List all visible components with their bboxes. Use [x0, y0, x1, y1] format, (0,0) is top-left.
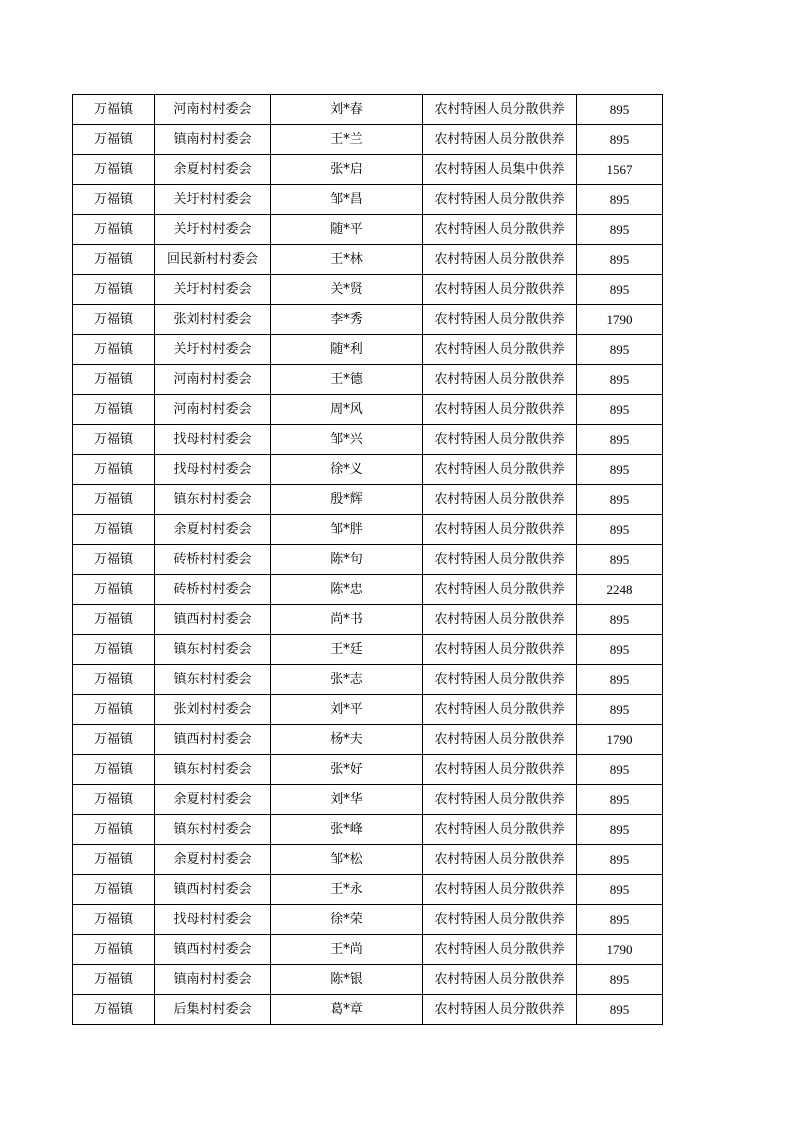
type-cell: 农村特困人员分散供养 — [423, 575, 577, 605]
table-row — [73, 275, 663, 305]
amount-cell: 895 — [577, 695, 663, 725]
village-cell: 关圩村村委会 — [155, 275, 271, 305]
table-row — [73, 485, 663, 515]
name-cell: 关*贤 — [271, 275, 423, 305]
amount-cell: 1790 — [577, 935, 663, 965]
table-row — [73, 305, 663, 335]
name-cell: 殷*辉 — [271, 485, 423, 515]
table-row — [73, 725, 663, 755]
town-cell: 万福镇 — [73, 455, 155, 485]
amount-cell: 895 — [577, 905, 663, 935]
amount-cell: 895 — [577, 365, 663, 395]
town-cell: 万福镇 — [73, 515, 155, 545]
town-cell: 万福镇 — [73, 155, 155, 185]
town-cell: 万福镇 — [73, 755, 155, 785]
village-cell: 张刘村村委会 — [155, 695, 271, 725]
table-body — [73, 95, 663, 1025]
table-row — [73, 245, 663, 275]
table-row — [73, 845, 663, 875]
amount-cell: 895 — [577, 185, 663, 215]
type-cell: 农村特困人员分散供养 — [423, 215, 577, 245]
amount-cell: 895 — [577, 245, 663, 275]
name-cell: 王*兰 — [271, 125, 423, 155]
table-row — [73, 425, 663, 455]
town-cell: 万福镇 — [73, 95, 155, 125]
type-cell: 农村特困人员分散供养 — [423, 425, 577, 455]
name-cell: 徐*荣 — [271, 905, 423, 935]
town-cell: 万福镇 — [73, 125, 155, 155]
village-cell: 镇东村村委会 — [155, 485, 271, 515]
village-cell: 河南村村委会 — [155, 395, 271, 425]
type-cell: 农村特困人员分散供养 — [423, 95, 577, 125]
village-cell: 砖桥村村委会 — [155, 575, 271, 605]
type-cell: 农村特困人员分散供养 — [423, 485, 577, 515]
table-row — [73, 545, 663, 575]
amount-cell: 895 — [577, 125, 663, 155]
village-cell: 镇南村村委会 — [155, 125, 271, 155]
village-cell: 关圩村村委会 — [155, 215, 271, 245]
name-cell: 徐*义 — [271, 455, 423, 485]
amount-cell: 895 — [577, 845, 663, 875]
town-cell: 万福镇 — [73, 935, 155, 965]
name-cell: 陈*银 — [271, 965, 423, 995]
town-cell: 万福镇 — [73, 605, 155, 635]
table-row — [73, 875, 663, 905]
amount-cell: 895 — [577, 455, 663, 485]
name-cell: 邹*胖 — [271, 515, 423, 545]
amount-cell: 895 — [577, 545, 663, 575]
name-cell: 张*志 — [271, 665, 423, 695]
name-cell: 刘*华 — [271, 785, 423, 815]
type-cell: 农村特困人员分散供养 — [423, 695, 577, 725]
table-row — [73, 365, 663, 395]
name-cell: 陈*忠 — [271, 575, 423, 605]
name-cell: 陈*句 — [271, 545, 423, 575]
town-cell: 万福镇 — [73, 725, 155, 755]
amount-cell: 895 — [577, 215, 663, 245]
table-row — [73, 215, 663, 245]
type-cell: 农村特困人员分散供养 — [423, 245, 577, 275]
name-cell: 邹*昌 — [271, 185, 423, 215]
type-cell: 农村特困人员分散供养 — [423, 305, 577, 335]
type-cell: 农村特困人员分散供养 — [423, 785, 577, 815]
table-row — [73, 665, 663, 695]
town-cell: 万福镇 — [73, 695, 155, 725]
amount-cell: 1790 — [577, 305, 663, 335]
table-row — [73, 695, 663, 725]
name-cell: 王*永 — [271, 875, 423, 905]
table-row — [73, 965, 663, 995]
village-cell: 镇西村村委会 — [155, 725, 271, 755]
amount-cell: 895 — [577, 275, 663, 305]
table-row — [73, 785, 663, 815]
name-cell: 刘*平 — [271, 695, 423, 725]
type-cell: 农村特困人员分散供养 — [423, 935, 577, 965]
table-row — [73, 755, 663, 785]
type-cell: 农村特困人员分散供养 — [423, 125, 577, 155]
village-cell: 后集村村委会 — [155, 995, 271, 1025]
name-cell: 刘*春 — [271, 95, 423, 125]
amount-cell: 895 — [577, 995, 663, 1025]
town-cell: 万福镇 — [73, 365, 155, 395]
village-cell: 河南村村委会 — [155, 95, 271, 125]
name-cell: 王*德 — [271, 365, 423, 395]
amount-cell: 895 — [577, 395, 663, 425]
table-row — [73, 125, 663, 155]
town-cell: 万福镇 — [73, 275, 155, 305]
town-cell: 万福镇 — [73, 905, 155, 935]
town-cell: 万福镇 — [73, 875, 155, 905]
type-cell: 农村特困人员分散供养 — [423, 185, 577, 215]
town-cell: 万福镇 — [73, 575, 155, 605]
village-cell: 关圩村村委会 — [155, 335, 271, 365]
name-cell: 随*利 — [271, 335, 423, 365]
type-cell: 农村特困人员分散供养 — [423, 815, 577, 845]
town-cell: 万福镇 — [73, 665, 155, 695]
type-cell: 农村特困人员集中供养 — [423, 155, 577, 185]
amount-cell: 895 — [577, 815, 663, 845]
town-cell: 万福镇 — [73, 995, 155, 1025]
town-cell: 万福镇 — [73, 335, 155, 365]
amount-cell: 1790 — [577, 725, 663, 755]
type-cell: 农村特困人员分散供养 — [423, 845, 577, 875]
type-cell: 农村特困人员分散供养 — [423, 365, 577, 395]
amount-cell: 895 — [577, 95, 663, 125]
village-cell: 镇西村村委会 — [155, 935, 271, 965]
table-row — [73, 155, 663, 185]
village-cell: 河南村村委会 — [155, 365, 271, 395]
type-cell: 农村特困人员分散供养 — [423, 395, 577, 425]
amount-cell: 895 — [577, 665, 663, 695]
amount-cell: 895 — [577, 425, 663, 455]
type-cell: 农村特困人员分散供养 — [423, 515, 577, 545]
name-cell: 王*廷 — [271, 635, 423, 665]
amount-cell: 895 — [577, 515, 663, 545]
amount-cell: 895 — [577, 485, 663, 515]
town-cell: 万福镇 — [73, 425, 155, 455]
type-cell: 农村特困人员分散供养 — [423, 905, 577, 935]
type-cell: 农村特困人员分散供养 — [423, 965, 577, 995]
village-cell: 找母村村委会 — [155, 905, 271, 935]
village-cell: 余夏村村委会 — [155, 155, 271, 185]
village-cell: 找母村村委会 — [155, 455, 271, 485]
table-row — [73, 605, 663, 635]
town-cell: 万福镇 — [73, 635, 155, 665]
name-cell: 杨*夫 — [271, 725, 423, 755]
type-cell: 农村特困人员分散供养 — [423, 335, 577, 365]
type-cell: 农村特困人员分散供养 — [423, 665, 577, 695]
name-cell: 张*峰 — [271, 815, 423, 845]
type-cell: 农村特困人员分散供养 — [423, 275, 577, 305]
type-cell: 农村特困人员分散供养 — [423, 635, 577, 665]
amount-cell: 2248 — [577, 575, 663, 605]
village-cell: 镇东村村委会 — [155, 815, 271, 845]
village-cell: 镇东村村委会 — [155, 665, 271, 695]
village-cell: 余夏村村委会 — [155, 515, 271, 545]
table-row — [73, 395, 663, 425]
type-cell: 农村特困人员分散供养 — [423, 725, 577, 755]
amount-cell: 895 — [577, 755, 663, 785]
relief-table — [72, 94, 663, 1025]
type-cell: 农村特困人员分散供养 — [423, 875, 577, 905]
town-cell: 万福镇 — [73, 545, 155, 575]
name-cell: 张*启 — [271, 155, 423, 185]
name-cell: 葛*章 — [271, 995, 423, 1025]
table-row — [73, 515, 663, 545]
amount-cell: 1567 — [577, 155, 663, 185]
name-cell: 王*林 — [271, 245, 423, 275]
document-sheet — [72, 94, 663, 1025]
table-row — [73, 815, 663, 845]
town-cell: 万福镇 — [73, 215, 155, 245]
village-cell: 回民新村村委会 — [155, 245, 271, 275]
village-cell: 找母村村委会 — [155, 425, 271, 455]
amount-cell: 895 — [577, 635, 663, 665]
village-cell: 张刘村村委会 — [155, 305, 271, 335]
village-cell: 镇东村村委会 — [155, 635, 271, 665]
name-cell: 随*平 — [271, 215, 423, 245]
table-row — [73, 635, 663, 665]
village-cell: 镇西村村委会 — [155, 875, 271, 905]
town-cell: 万福镇 — [73, 785, 155, 815]
village-cell: 关圩村村委会 — [155, 185, 271, 215]
town-cell: 万福镇 — [73, 185, 155, 215]
town-cell: 万福镇 — [73, 845, 155, 875]
village-cell: 镇南村村委会 — [155, 965, 271, 995]
name-cell: 周*风 — [271, 395, 423, 425]
name-cell: 尚*书 — [271, 605, 423, 635]
type-cell: 农村特困人员分散供养 — [423, 545, 577, 575]
table-row — [73, 185, 663, 215]
name-cell: 王*尚 — [271, 935, 423, 965]
village-cell: 余夏村村委会 — [155, 845, 271, 875]
town-cell: 万福镇 — [73, 815, 155, 845]
amount-cell: 895 — [577, 785, 663, 815]
table-row — [73, 575, 663, 605]
village-cell: 余夏村村委会 — [155, 785, 271, 815]
name-cell: 邹*松 — [271, 845, 423, 875]
amount-cell: 895 — [577, 605, 663, 635]
town-cell: 万福镇 — [73, 395, 155, 425]
amount-cell: 895 — [577, 875, 663, 905]
village-cell: 镇东村村委会 — [155, 755, 271, 785]
type-cell: 农村特困人员分散供养 — [423, 605, 577, 635]
table-row — [73, 935, 663, 965]
town-cell: 万福镇 — [73, 305, 155, 335]
table-row — [73, 335, 663, 365]
type-cell: 农村特困人员分散供养 — [423, 995, 577, 1025]
amount-cell: 895 — [577, 965, 663, 995]
table-row — [73, 995, 663, 1025]
village-cell: 砖桥村村委会 — [155, 545, 271, 575]
type-cell: 农村特困人员分散供养 — [423, 755, 577, 785]
name-cell: 邹*兴 — [271, 425, 423, 455]
name-cell: 李*秀 — [271, 305, 423, 335]
name-cell: 张*好 — [271, 755, 423, 785]
village-cell: 镇西村村委会 — [155, 605, 271, 635]
table-row — [73, 95, 663, 125]
town-cell: 万福镇 — [73, 965, 155, 995]
table-row — [73, 905, 663, 935]
amount-cell: 895 — [577, 335, 663, 365]
type-cell: 农村特困人员分散供养 — [423, 455, 577, 485]
town-cell: 万福镇 — [73, 485, 155, 515]
town-cell: 万福镇 — [73, 245, 155, 275]
table-row — [73, 455, 663, 485]
